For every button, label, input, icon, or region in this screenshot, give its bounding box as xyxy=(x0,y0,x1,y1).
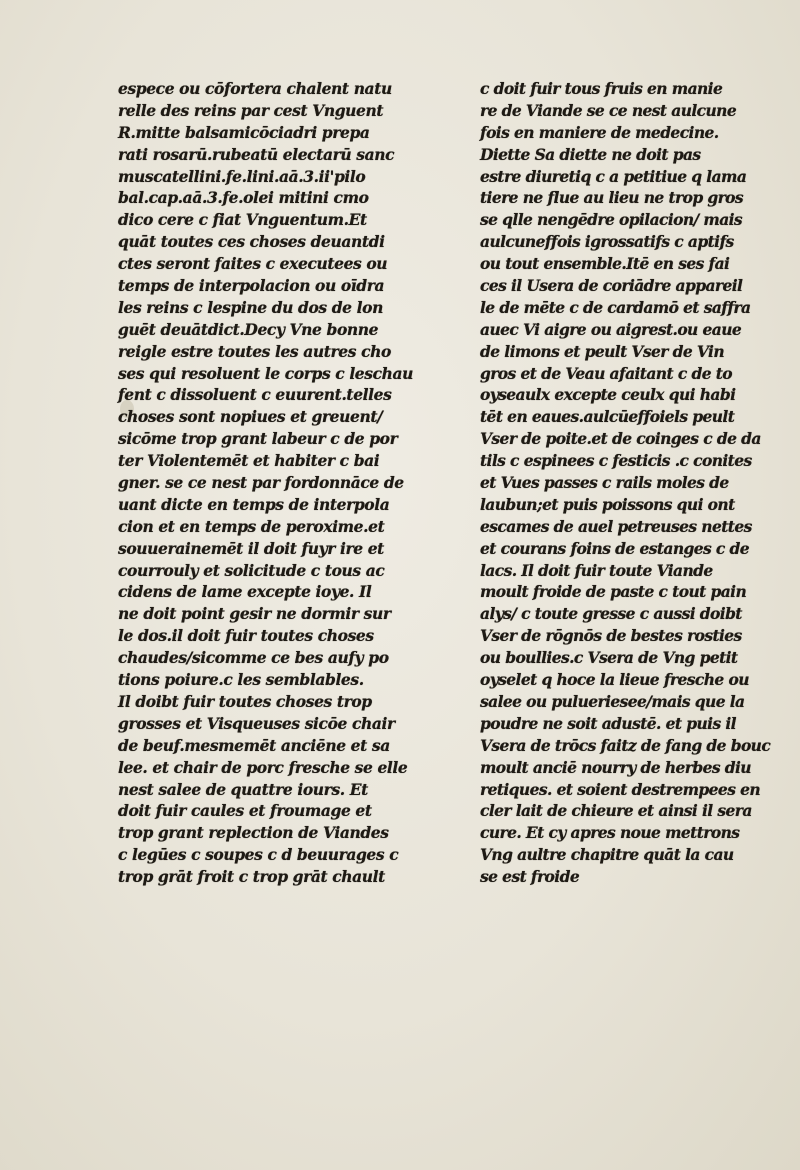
text-line: Vsera de trōcs faitz de fang de bouc xyxy=(480,735,771,755)
text-line: ses qui resoluent le corps c leschau xyxy=(118,363,414,383)
text-line: lee. et chair de porc fresche se elle xyxy=(118,757,408,777)
text-line: reigle estre toutes les autres cho xyxy=(118,341,391,361)
text-line: trop grant replection de Viandes xyxy=(118,823,389,843)
text-line: le de mēte c de cardamō et saffra xyxy=(480,297,751,317)
text-line: cure. Et cy apres noue mettrons xyxy=(480,823,740,843)
text-line: se est froide xyxy=(480,867,580,887)
text-line: cidens de lame excepte ioye. Il xyxy=(118,582,372,602)
text-line: tiere ne flue au lieu ne trop gros xyxy=(480,188,744,208)
text-line: c doit fuir tous fruis en manie xyxy=(480,79,723,98)
text-line: lacs. Il doit fuir toute Viande xyxy=(480,560,713,580)
text-line: ces il Usera de coriādre appareil xyxy=(480,276,743,296)
text-line: Vng aultre chapitre quāt la cau xyxy=(480,845,734,865)
text-line: courrouly et solicitude c tous ac xyxy=(118,560,385,580)
text-line: re de Viande se ce nest aulcune xyxy=(480,100,737,120)
text-line: uant dicte en temps de interpola xyxy=(118,494,390,514)
text-line: tils c espinees c festicis .c conites xyxy=(480,451,752,471)
text-line: alys/ c toute gresse c aussi doibt xyxy=(480,604,742,624)
text-line: ou boullies.c Vsera de Vng petit xyxy=(480,648,738,668)
text-line: muscatellini.fe.lini.aā.3.ii'pilo xyxy=(118,166,366,186)
text-line: et courans foins de estanges c de xyxy=(480,538,750,558)
text-line: escames de auel petreuses nettes xyxy=(480,516,752,536)
text-line: relle des reins par cest Vnguent xyxy=(118,100,384,120)
text-line: aulcuneffois igrossatifs c aptifs xyxy=(480,232,734,252)
text-line: bal.cap.aā.3.fe.olei mitini cmo xyxy=(118,188,369,208)
text-line: R.mitte balsamicōciadri prepa xyxy=(118,122,370,142)
text-line: c legūes c soupes c d beuurages c xyxy=(118,845,399,865)
text-line: rati rosarū.rubeatū electarū sanc xyxy=(118,144,395,164)
text-line: estre diuretiq c a petitiue q lama xyxy=(480,166,747,186)
text-line: guēt deuātdict.Decy Vne bonne xyxy=(118,319,379,339)
text-line: oyselet q hoce la lieue fresche ou xyxy=(480,670,749,690)
text-line: moult froide de paste c tout pain xyxy=(480,582,747,602)
text-line: tions poiure.c les semblables. xyxy=(118,670,364,690)
text-line: ctes seront faites c executees ou xyxy=(118,254,388,274)
text-line: se qlle nengēdre opilacion/ mais xyxy=(480,210,743,230)
text-line: de beuf.mesmemēt anciēne et sa xyxy=(118,735,390,755)
text-line: tēt en eaues.aulcūeffoiels peult xyxy=(480,407,735,427)
text-line: doit fuir caules et froumage et xyxy=(118,801,372,821)
text-line: laubun;et puis poissons qui ont xyxy=(480,494,735,514)
text-line: Diette Sa diette ne doit pas xyxy=(480,144,701,164)
text-line: souuerainemēt il doit fuyr ire et xyxy=(118,538,384,558)
text-line: sicōme trop grant labeur c de por xyxy=(118,429,398,449)
text-line: temps de interpolacion ou oīdra xyxy=(118,276,385,296)
text-line: de limons et peult Vser de Vin xyxy=(480,341,725,361)
text-line: fois en maniere de medecine. xyxy=(480,122,719,142)
text-line: chaudes/sicomme ce bes aufy po xyxy=(118,648,389,668)
text-line: trop grāt froit c trop grāt chault xyxy=(118,867,385,887)
text-line: ter Violentemēt et habiter c bai xyxy=(118,451,380,471)
left-text-column xyxy=(118,78,466,888)
text-line: cion et en temps de peroxime.et xyxy=(118,516,385,536)
text-line: quāt toutes ces choses deuantdi xyxy=(118,232,385,252)
text-line: oyseaulx excepte ceulx qui habi xyxy=(480,385,736,405)
text-line: Vser de poite.et de coinges c de da xyxy=(480,429,761,449)
text-line: et Vues passes c rails moles de xyxy=(480,473,729,493)
text-line: gner. se ce nest par fordonnāce de xyxy=(118,473,404,493)
text-line: fent c dissoluent c euurent.telles xyxy=(118,385,392,405)
text-line: le dos.il doit fuir toutes choses xyxy=(118,626,374,646)
text-line: ne doit point gesir ne dormir sur xyxy=(118,604,391,624)
text-line: dico cere c fiat Vnguentum.Et xyxy=(118,210,367,230)
text-line: auec Vi aigre ou aigrest.ou eaue xyxy=(480,319,742,339)
text-line: les reins c lespine du dos de lon xyxy=(118,297,383,317)
text-line: moult anciē nourry de herbes diu xyxy=(480,757,751,777)
text-line: poudre ne soit adustē. et puis il xyxy=(480,713,736,733)
text-line: espece ou cōfortera chalent natu xyxy=(118,79,392,98)
text-line: ou tout ensemble.Itē en ses fai xyxy=(480,254,730,274)
text-line: Il doibt fuir toutes choses trop xyxy=(118,691,372,711)
text-line: nest salee de quattre iours. Et xyxy=(118,779,368,799)
text-line: choses sont nopiues et greuent/ xyxy=(118,407,383,427)
text-line: grosses et Visqueuses sicōe chair xyxy=(118,713,395,733)
text-line: salee ou pulueriesee/mais que la xyxy=(480,691,745,711)
text-line: cler lait de chieure et ainsi il sera xyxy=(480,801,752,821)
text-line: retiques. et soient destrempees en xyxy=(480,779,761,799)
text-line: gros et de Veau afaitant c de to xyxy=(480,363,733,383)
text-line: Vser de rōgnōs de bestes rosties xyxy=(480,626,742,646)
right-text-column xyxy=(480,78,780,888)
